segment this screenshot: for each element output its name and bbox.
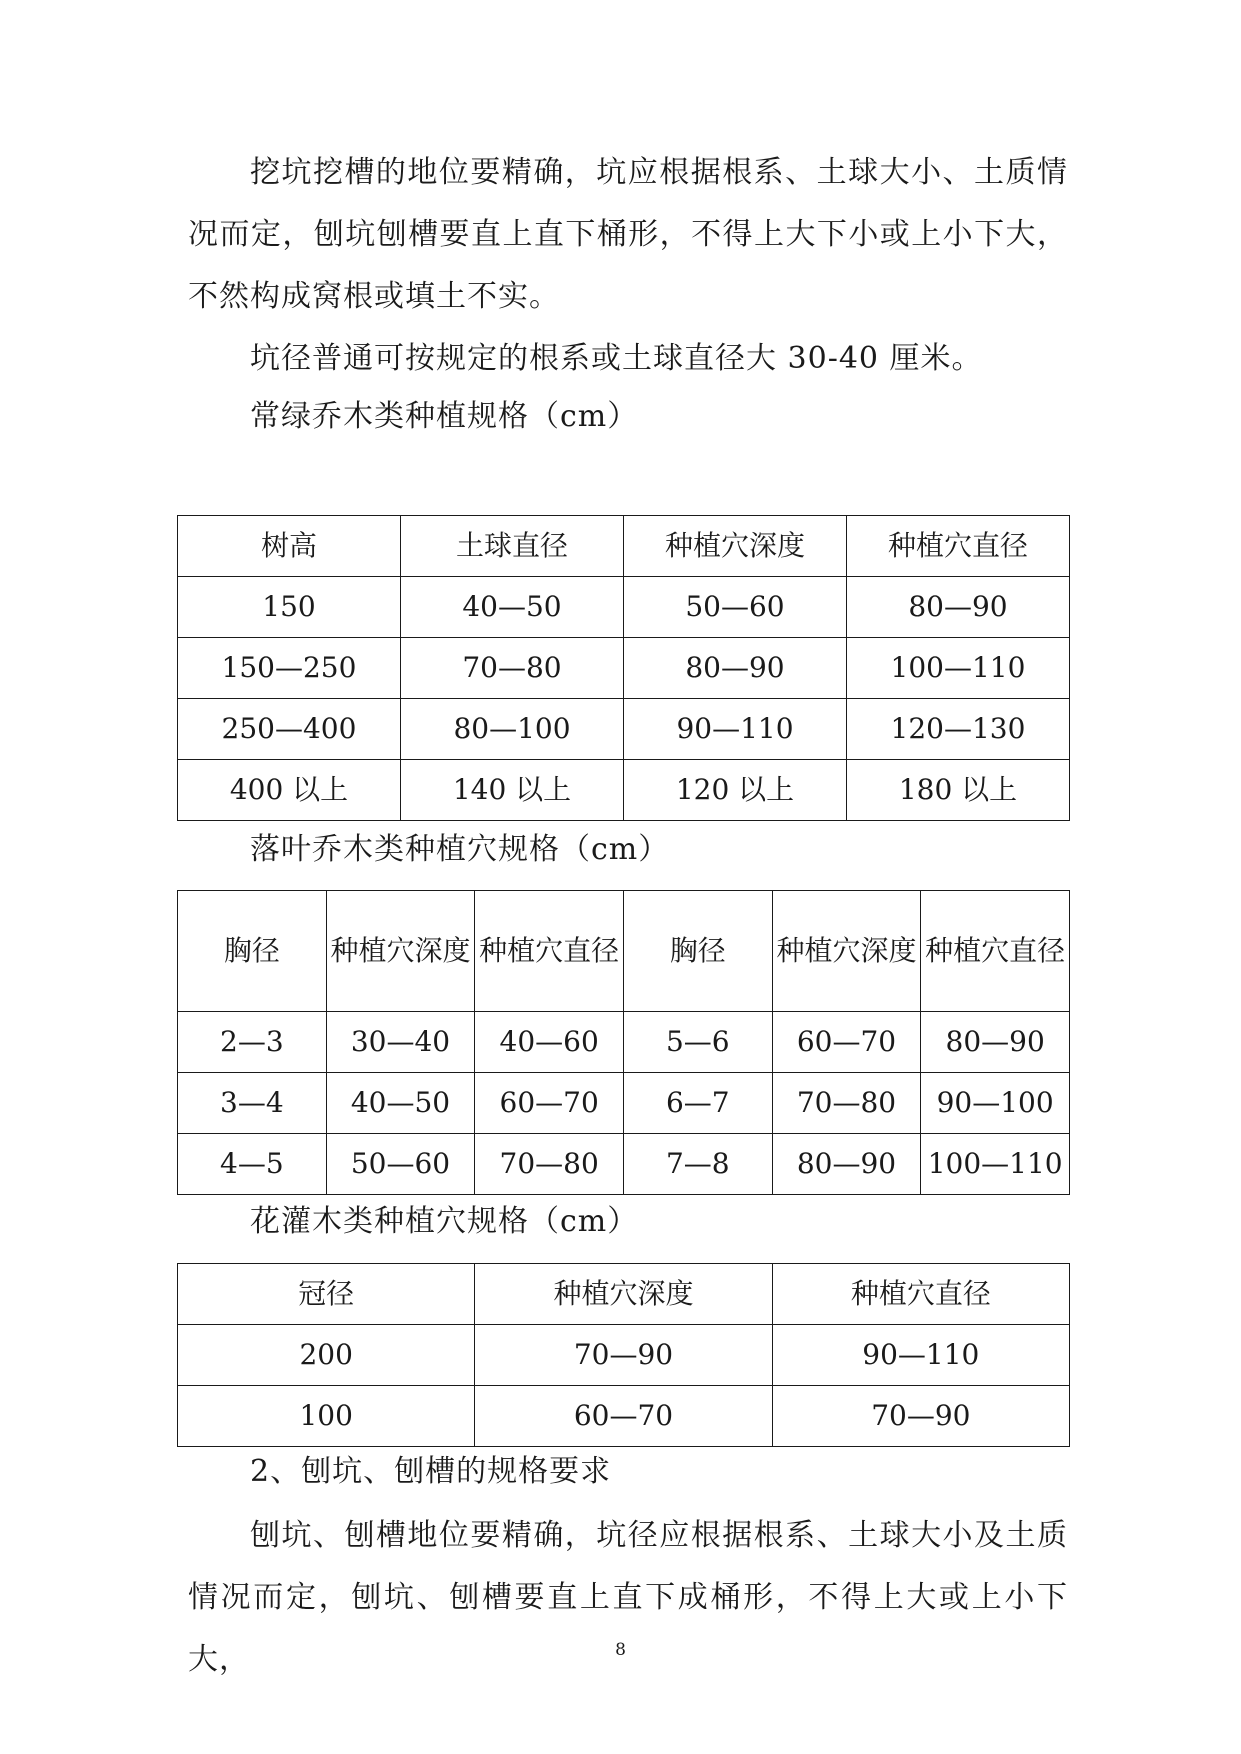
header-cell: 种植穴深度: [624, 516, 847, 577]
table-header-row: [178, 891, 1070, 1012]
section-heading: 2、刨坑、刨槽的规格要求: [250, 1454, 612, 1489]
header-cell: 冠径: [178, 1264, 475, 1325]
table-cell: 100—110: [847, 638, 1070, 699]
page-number: 8: [615, 1640, 626, 1660]
header-cell: 种植穴深度: [326, 891, 475, 1012]
table-cell: 90—110: [772, 1325, 1069, 1386]
paragraph-2: 坑径普通可按规定的根系或土球直径大 30-40 厘米。: [250, 341, 983, 376]
table-cell: 70—80: [401, 638, 624, 699]
table-row: [178, 1325, 1070, 1386]
table-cell: 120 以上: [624, 760, 847, 821]
table-cell: 70—90: [475, 1325, 772, 1386]
table-cell: 2—3: [178, 1012, 327, 1073]
header-cell: 树高: [178, 516, 401, 577]
header-cell: 种植穴深度: [475, 1264, 772, 1325]
table-row: [178, 1134, 1070, 1195]
table-row: [178, 1073, 1070, 1134]
header-cell: 种植穴直径: [475, 891, 624, 1012]
table-row: [178, 699, 1070, 760]
table-cell: 400 以上: [178, 760, 401, 821]
table-cell: 60—70: [772, 1012, 921, 1073]
table-row: [178, 1386, 1070, 1447]
table-cell: 140 以上: [401, 760, 624, 821]
table-cell: 60—70: [475, 1073, 624, 1134]
table-cell: 3—4: [178, 1073, 327, 1134]
table-row: [178, 1012, 1070, 1073]
table-cell: 60—70: [475, 1386, 772, 1447]
shrub-spec-table: [177, 1263, 1070, 1447]
table-cell: 80—90: [847, 577, 1070, 638]
table-cell: 90—110: [624, 699, 847, 760]
table-cell: 70—90: [772, 1386, 1069, 1447]
deciduous-tree-spec-table: [177, 890, 1070, 1195]
table-cell: 4—5: [178, 1134, 327, 1195]
table-cell: 80—90: [772, 1134, 921, 1195]
table-cell: 40—60: [475, 1012, 624, 1073]
table-cell: 7—8: [623, 1134, 772, 1195]
evergreen-tree-spec-table: [177, 515, 1070, 821]
table-cell: 40—50: [401, 577, 624, 638]
table-header-row: [178, 1264, 1070, 1325]
table-header-row: [178, 516, 1070, 577]
table-cell: 250—400: [178, 699, 401, 760]
table-cell: 150—250: [178, 638, 401, 699]
table-cell: 40—50: [326, 1073, 475, 1134]
paragraph-3: 刨坑、刨槽地位要精确，坑径应根据根系、土球大小及土质情况而定，刨坑、刨槽要直上直下成桶形，不得上大或上小下大，: [188, 1518, 1068, 1677]
table-row: [178, 638, 1070, 699]
table-cell: 80—90: [921, 1012, 1070, 1073]
table-cell: 5—6: [623, 1012, 772, 1073]
table-cell: 70—80: [772, 1073, 921, 1134]
paragraph-1: 挖坑挖槽的地位要精确，坑应根据根系、土球大小、土质情况而定，刨坑刨槽要直上直下桶形，不得上大下小或上小下大，不然构成窝根或填土不实。: [188, 155, 1068, 314]
table-cell: 200: [178, 1325, 475, 1386]
table-cell: 50—60: [326, 1134, 475, 1195]
table-cell: 100: [178, 1386, 475, 1447]
table-cell: 80—100: [401, 699, 624, 760]
table-cell: 80—90: [624, 638, 847, 699]
table-cell: 50—60: [624, 577, 847, 638]
table-cell: 150: [178, 577, 401, 638]
header-cell: 胸径: [178, 891, 327, 1012]
header-cell: 种植穴直径: [921, 891, 1070, 1012]
table3-caption: 花灌木类种植穴规格（cm）: [250, 1204, 639, 1239]
table1-caption: 常绿乔木类种植规格（cm）: [250, 399, 639, 434]
table-row: [178, 760, 1070, 821]
table-cell: 180 以上: [847, 760, 1070, 821]
table-cell: 90—100: [921, 1073, 1070, 1134]
table-cell: 100—110: [921, 1134, 1070, 1195]
table-cell: 6—7: [623, 1073, 772, 1134]
table-cell: 70—80: [475, 1134, 624, 1195]
table-cell: 30—40: [326, 1012, 475, 1073]
header-cell: 胸径: [623, 891, 772, 1012]
table-row: [178, 577, 1070, 638]
header-cell: 种植穴直径: [772, 1264, 1069, 1325]
table2-caption: 落叶乔木类种植穴规格（cm）: [250, 832, 670, 867]
header-cell: 种植穴深度: [772, 891, 921, 1012]
table-cell: 120—130: [847, 699, 1070, 760]
header-cell: 种植穴直径: [847, 516, 1070, 577]
header-cell: 土球直径: [401, 516, 624, 577]
